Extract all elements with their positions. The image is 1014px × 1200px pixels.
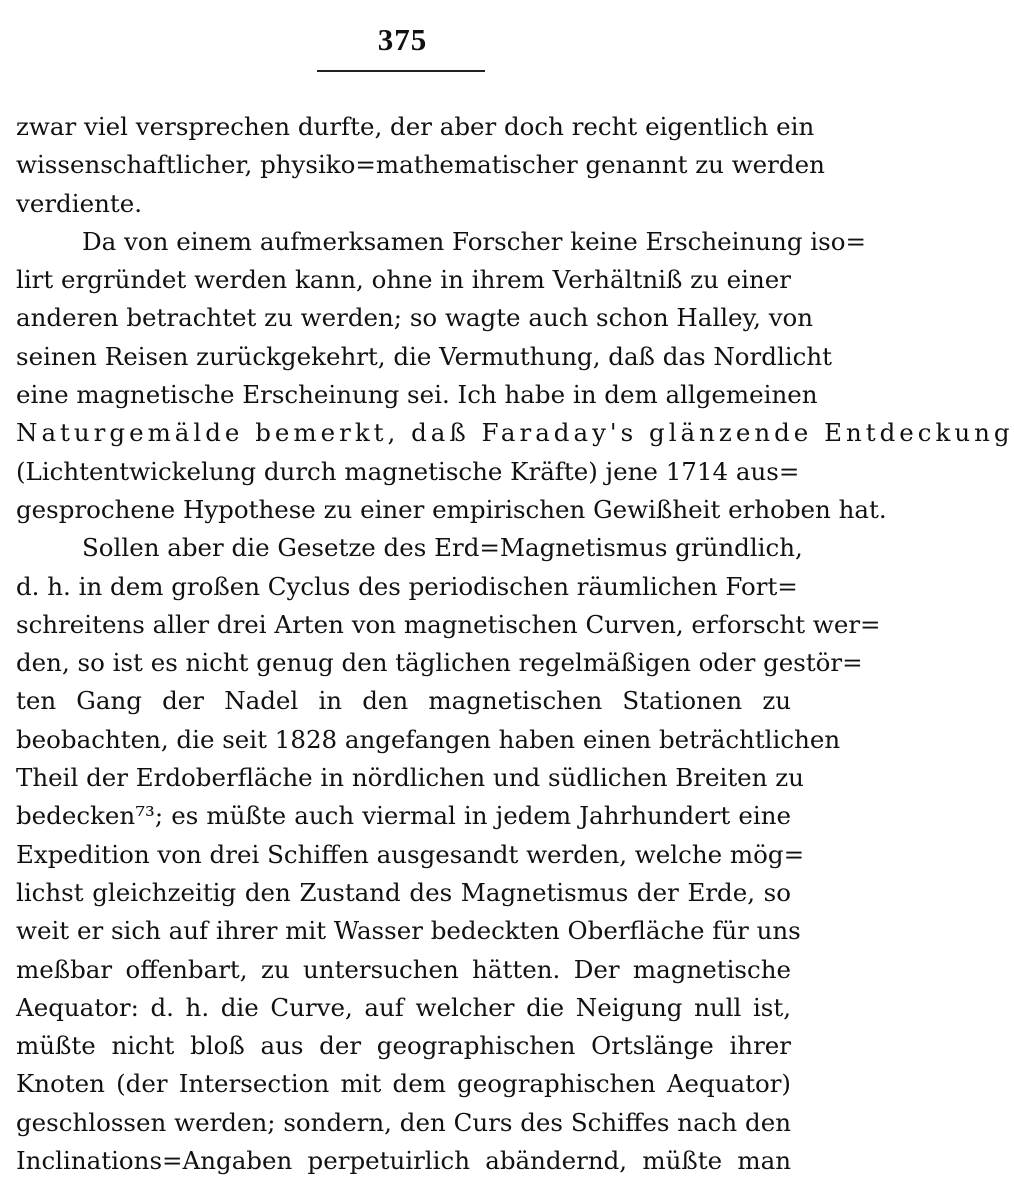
text-line: (Lichtentwickelung durch magnetische Kräfte) jene 1714 aus= (16, 456, 800, 486)
text-line: geschlossen werden; sondern, den Curs des Schiffes nach den (16, 1107, 791, 1137)
text-line: schreitens aller drei Arten von magnetischen Curven, erforscht wer= (16, 609, 881, 639)
text-line: müßte nicht bloß aus der geographischen Ortslänge ihrer (16, 1031, 791, 1061)
text-line: ten Gang der Nadel in den magnetischen Stationen zu (16, 686, 791, 716)
text-line: gesprochene Hypothese zu einer empirischen Gewißheit erhoben hat. (16, 494, 887, 524)
text-line: Inclinations=Angaben perpetuirlich abändernd, müßte man (16, 1146, 791, 1176)
text-line: verdiente. (16, 188, 142, 218)
text-line: wissenschaftlicher, physiko=mathematischer genannt zu werden (16, 150, 825, 180)
text-line: Naturgemälde bemerkt, daß Faraday's glänzende Entdeckung (16, 418, 1014, 448)
text-line: Sollen aber die Gesetze des Erd=Magnetismus gründlich, (82, 533, 803, 563)
text-line: Theil der Erdoberfläche in nördlichen und südlichen Breiten zu (16, 763, 804, 793)
text-line: den, so ist es nicht genug den täglichen regelmäßigen oder gestör= (16, 648, 863, 678)
text-line: Knoten (der Intersection mit dem geographischen Aequator) (16, 1069, 791, 1099)
text-line: zwar viel versprechen durfte, der aber doch recht eigentlich ein (16, 112, 815, 141)
body-text (16, 108, 1014, 1180)
text-line: meßbar offenbart, zu untersuchen hätten. Der magnetische (16, 954, 791, 984)
text-line: bedecken⁷³; es müßte auch viermal in jedem Jahrhundert eine (16, 801, 791, 831)
text-line: lichst gleichzeitig den Zustand des Magnetismus der Erde, so (16, 877, 791, 907)
header-rule (317, 70, 485, 72)
text-line: Aequator: d. h. die Curve, auf welcher die Neigung null ist, (16, 992, 791, 1022)
text-line: seinen Reisen zurückgekehrt, die Vermuthung, daß das Nordlicht (16, 341, 832, 371)
text-line: Da von einem aufmerksamen Forscher keine Erscheinung iso= (82, 226, 866, 256)
text-line: beobachten, die seit 1828 angefangen haben einen beträchtlichen (16, 724, 841, 754)
page-number: 375 (377, 22, 428, 57)
text-line: Expedition von drei Schiffen ausgesandt werden, welche mög= (16, 839, 805, 869)
text-line: eine magnetische Erscheinung sei. Ich habe in dem allgemeinen (16, 380, 818, 410)
text-line: anderen betrachtet zu werden; so wagte auch schon Halley, von (16, 303, 814, 333)
text-line: d. h. in dem großen Cyclus des periodischen räumlichen Fort= (16, 571, 798, 601)
text-line: lirt ergründet werden kann, ohne in ihrem Verhältniß zu einer (16, 265, 791, 295)
text-line: weit er sich auf ihrer mit Wasser bedeckten Oberfläche für uns (16, 916, 801, 946)
